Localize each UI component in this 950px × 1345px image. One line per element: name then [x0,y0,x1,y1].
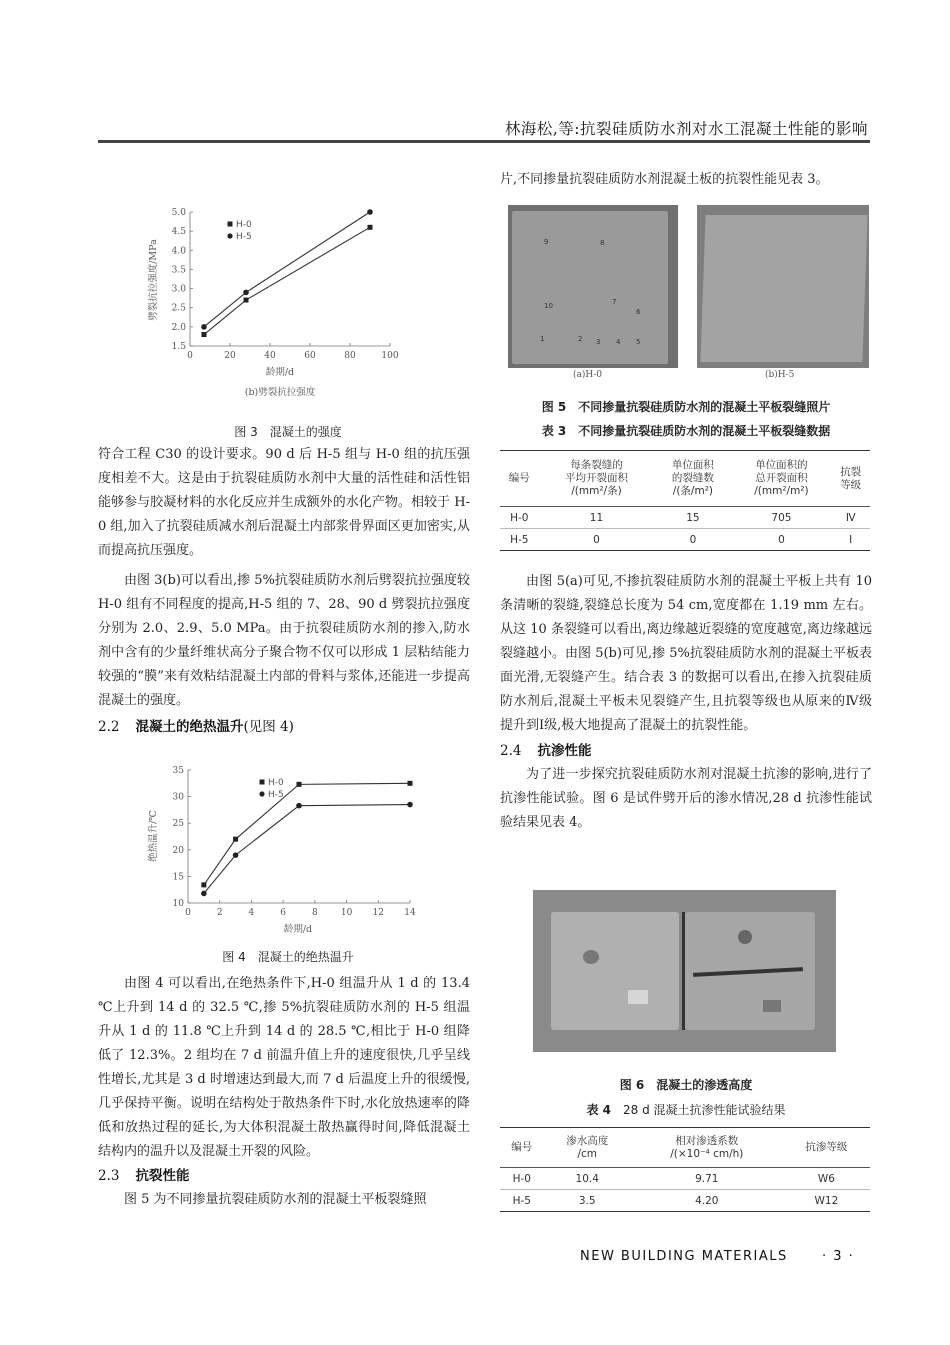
f4-legend-label: H-0 [268,778,284,788]
table4-header-line: /(×10⁻⁴ cm/h) [670,1147,744,1160]
fig5-caption-num: 图 5 [541,400,567,414]
fig5-caption [500,398,872,415]
f3-y-tick-label: 3.0 [171,284,186,295]
table3-header-line: 编号 [508,472,530,484]
fig3-caption-num: 图 3 [234,425,258,439]
footer-journal: NEW BUILDING MATERIALS [580,1249,788,1264]
table3-header-line: 抗裂 [840,465,862,478]
f3-y-tick-label: 5.0 [171,208,186,218]
fig5-photo-a [508,205,678,368]
fig5-crack-mark: 5 [636,338,641,346]
f4-x-tick-label: 14 [404,908,416,918]
f4-point-h-5 [407,802,413,808]
f4-point-h-5 [296,803,302,809]
table3-row [500,507,870,529]
right-middle-text [500,570,872,835]
fig5-sub-a: (a)H-0 [573,370,603,380]
f3-y-tick-label: 2.5 [171,303,186,314]
table3-cell: Ⅳ [845,511,856,524]
table3-header-line: /(mm²/m²) [754,485,809,497]
f4-point-h-0 [297,782,302,787]
table4-header-line: 抗渗等级 [805,1141,848,1153]
f4-y-tick-label: 15 [172,872,184,883]
f3-point-h-5 [367,209,373,215]
fig3-subcaption: (b)劈裂抗拉强度 [244,387,316,398]
fig6-caption-num: 图 6 [619,1078,645,1092]
fig3-ylabel: 劈裂抗拉强度/MPa [148,239,159,321]
table3 [500,450,870,551]
f4-point-h-5 [201,891,207,897]
f4-series-line-h-5 [204,805,410,894]
f3-x-tick-label: 80 [344,351,356,361]
table3-caption [500,422,872,439]
table4-header-row [500,1128,870,1168]
f3-legend-marker [227,233,232,238]
fig5-photo-b [697,205,869,368]
f4-series-line-h-0 [204,783,410,885]
table4-caption [500,1101,872,1118]
right-paragraph-0: 片,不同掺量抗裂硅质防水剂混凝土板的抗裂性能见表 3。 [500,172,829,187]
table3-caption-num: 表 3 [541,424,567,438]
fig4-caption [98,948,478,965]
fig5-sub-b: (b)H-5 [765,370,795,380]
f3-y-tick-label: 4.0 [171,246,186,257]
header-rule [98,140,870,143]
table3-cell: 0 [689,533,697,546]
f3-point-h-0 [244,298,249,303]
f4-point-h-0 [408,781,413,786]
f3-y-tick-label: 3.5 [171,265,186,276]
f3-y-tick-label: 1.5 [171,342,186,352]
f4-y-tick-label: 35 [172,766,184,776]
table3-row [500,529,870,551]
table3-header-cell [831,451,870,507]
left-paragraph-1: 符合工程 C30 的设计要求。90 d 后 H-5 组与 H-0 组的抗压强度相差不大。这是由于抗裂硅质防水剂中大量的活性硅和活性铝能够参与胶凝材料的水化反应并生成额外的水化产物。相较于 H-0 组,加入了抗裂硅质减水剂后混凝土内部浆骨界面区更加密实,从而提高抗压强度。 [98,447,470,558]
table4-cell: 3.5 [578,1194,596,1207]
fig6-caption-text: 混凝土的渗透高度 [656,1078,753,1092]
section-2-3-title: 抗裂性能 [135,1168,190,1184]
f3-legend-marker [228,222,233,227]
table4-cell: 4.20 [695,1194,719,1207]
section-2-4-heading [500,739,872,763]
table4-header-cell [631,1128,783,1168]
f4-x-tick-label: 8 [311,908,318,918]
f4-x-tick-label: 0 [185,908,191,918]
table4-header-cell [544,1128,631,1168]
section-2-2-suffix: (见图 4) [243,719,294,735]
f3-x-tick-label: 60 [304,351,316,361]
f3-y-tick-label: 4.5 [171,227,186,238]
table3-cell: 11 [589,511,604,524]
table4-cell: H-5 [512,1194,531,1207]
f4-y-tick-label: 10 [172,899,184,909]
table4-cell: H-0 [512,1172,531,1185]
f3-point-h-5 [243,290,249,296]
f3-point-h-0 [368,225,373,230]
table3-caption-text: 不同掺量抗裂硅质防水剂的混凝土平板裂缝数据 [578,424,831,438]
fig4-ylabel: 绝热温升/℃ [148,810,159,862]
f3-point-h-5 [201,324,207,330]
f4-point-h-0 [201,882,206,887]
fig4-xlabel: 龄期/d [283,924,313,935]
fig6-caption [500,1076,872,1093]
right-paragraph-1: 由图 5(a)可见,不掺抗裂硅质防水剂的混凝土平板上共有 10 条清晰的裂缝,裂缝总长度为 54 cm,宽度都在 1.19 mm 左右。从这 10 条裂缝可以看出,离边缘越近裂缝的宽度越宽,离边缘越远裂缝越小。由图 5(b)可见,掺 5%抗裂硅质防水剂的混凝土平板表面光滑,无裂缝产生。结合表 3 的数据可以看出,在掺入抗裂硅质防水剂后,混凝土平板未见裂缝产生,且抗裂等级也从原来的Ⅳ级提升到Ⅰ级,极大地提高了混凝土的抗裂性能。 [500,574,872,733]
table3-header-line: 单位面积 [671,459,714,471]
table3-header-line: /(mm²/条) [571,485,622,497]
table3-header-line: 总开裂面积 [755,472,808,484]
f4-legend-label: H-5 [268,790,284,800]
fig5-crack-mark: 3 [596,338,601,346]
section-2-4-title: 抗渗性能 [537,743,592,759]
f3-series-line-h-0 [204,227,370,334]
section-2-4-num: 2.4 [500,743,522,759]
table3-header-cell [654,451,731,507]
f3-legend-label: H-5 [236,232,252,242]
left-paragraph-4: 图 5 为不同掺量抗裂硅质防水剂的混凝土平板裂缝照 [124,1192,427,1207]
fig3-caption-text: 混凝土的强度 [269,425,342,439]
f4-legend-marker [260,780,265,785]
running-header: 林海松,等:抗裂硅质防水剂对水工混凝土性能的影响 [504,120,868,138]
left-paragraph-3: 由图 4 可以看出,在绝热条件下,H-0 组温升从 1 d 的 13.4 ℃上升到 14 d 的 32.5 ℃,掺 5%抗裂硅质防水剂的 H-5 组温升从 1 d 的 11.8 ℃上升到 14 d 的 28.5 ℃,相比于 H-0 组降低了 12.3%。2 组均在 7 d 前温升值上升的速度很快,几乎呈线性增长,尤其是 3 d 时增速达到最大,而 7 d 后温度上升的很缓慢,几乎保持平衡。说明在结构处于散热条件下时,水化放热速率的降低和放热过程的延长,为大体积混凝土散热赢得时间,降低混凝土结构内的温升以及混凝土开裂的风险。 [98,976,470,1159]
f3-x-tick-label: 20 [224,351,236,361]
fig5-crack-mark: 7 [612,298,617,306]
section-2-2-heading [98,715,470,739]
f3-series-line-h-5 [204,212,370,327]
table4-cell: 10.4 [575,1172,599,1185]
table4-header-line: 编号 [511,1141,533,1153]
section-2-3-num: 2.3 [98,1168,120,1184]
fig5-crack-mark: 6 [636,308,641,316]
footer-page-number: · 3 · [822,1249,855,1264]
f4-x-tick-label: 10 [340,908,353,918]
table4 [500,1127,870,1212]
table3-cell: 0 [593,533,600,546]
fig5-crack-mark: 8 [600,239,605,247]
table4-header-line: /cm [577,1147,597,1160]
f4-legend-marker [259,791,264,796]
table3-cell: 0 [778,533,785,546]
f4-point-h-5 [233,852,239,858]
fig5-caption-text: 不同掺量抗裂硅质防水剂的混凝土平板裂缝照片 [578,400,831,414]
section-2-2-title: 混凝土的绝热温升 [135,719,244,735]
f3-x-tick-label: 100 [381,351,399,361]
table4-header-line: 渗水高度 [566,1134,609,1147]
table4-caption-text: 28 d 混凝土抗渗性能试验结果 [623,1103,786,1117]
table3-header-cell [539,451,655,507]
left-text-block-2 [98,972,470,1212]
fig6-photo [533,890,836,1052]
table4-row [500,1168,870,1190]
section-2-2-num: 2.2 [98,719,120,735]
right-paragraph-2: 为了进一步探究抗裂硅质防水剂对混凝土抗渗的影响,进行了抗渗性能试验。图 6 是试件劈开后的渗水情况,28 d 抗渗性能试验结果见表 4。 [500,767,872,830]
fig4-caption-text: 混凝土的绝热温升 [257,950,354,964]
f4-x-tick-label: 12 [372,908,385,918]
f4-y-tick-label: 30 [172,792,184,803]
f3-point-h-0 [202,332,207,337]
table4-header-cell [783,1128,870,1168]
fig5-crack-mark: 1 [540,335,545,343]
fig4-caption-num: 图 4 [222,950,246,964]
table3-header-line: /(条/m²) [672,485,714,497]
fig5-crack-mark: 4 [616,338,621,346]
section-2-3-heading [98,1164,470,1188]
fig5-crack-mark: 2 [578,335,583,343]
table3-cell: 15 [686,511,700,524]
table4-header-line: 相对渗透系数 [675,1134,739,1147]
table4-cell: W12 [814,1194,839,1207]
table4-row [500,1190,870,1212]
left-text-block [98,443,470,739]
table3-header-line: 单位面积的 [755,459,808,471]
table3-header-row [500,451,870,507]
f4-x-tick-label: 6 [280,908,287,918]
right-top-text [500,168,872,192]
table3-cell: H-0 [510,511,529,524]
f3-legend-label: H-0 [236,220,252,230]
fig3-xlabel: 龄期/d [265,367,295,378]
fig5-crack-mark: 9 [544,238,549,246]
table4-header-cell [500,1128,544,1168]
fig3-caption [98,423,478,440]
table3-header-line: 每条裂缝的 [570,459,623,471]
table4-cell: W6 [817,1172,835,1185]
table3-cell: H-5 [510,533,529,546]
table3-cell: Ⅰ [849,533,853,546]
table4-caption-num: 表 4 [586,1103,611,1117]
fig3-chart [140,198,410,404]
f3-y-tick-label: 2.0 [171,322,186,333]
f3-x-tick-label: 0 [187,351,193,361]
f4-point-h-0 [233,837,238,842]
f4-x-tick-label: 4 [248,908,255,918]
f3-x-tick-label: 40 [264,351,276,361]
left-paragraph-2: 由图 3(b)可以看出,掺 5%抗裂硅质防水剂后劈裂抗拉强度较 H-0 组有不同程度的提高,H-5 组的 7、28、90 d 劈裂抗拉强度分别为 2.0、2.9、5.0 MPa。由于抗裂硅质防水剂的掺入,防水剂中含有的少量纤维状高分子聚合物不仅可以形成 1 层粘结能力较强的“膜”来有效粘结混凝土内部的骨料与浆体,还能进一步提高混凝土的强度。 [98,573,470,708]
table3-header-line: 等级 [840,478,862,491]
table3-cell: 705 [771,511,792,524]
fig4-chart [140,758,430,938]
table4-cell: 9.71 [695,1172,719,1185]
f4-x-tick-label: 2 [216,908,223,918]
f4-y-tick-label: 25 [172,819,184,830]
table3-header-cell [731,451,831,507]
f4-y-tick-label: 20 [172,845,184,856]
table3-header-line: 的裂缝数 [671,472,714,484]
table3-header-line: 平均开裂面积 [564,472,628,484]
table3-header-cell [500,451,539,507]
fig5-crack-mark: 10 [544,302,553,310]
